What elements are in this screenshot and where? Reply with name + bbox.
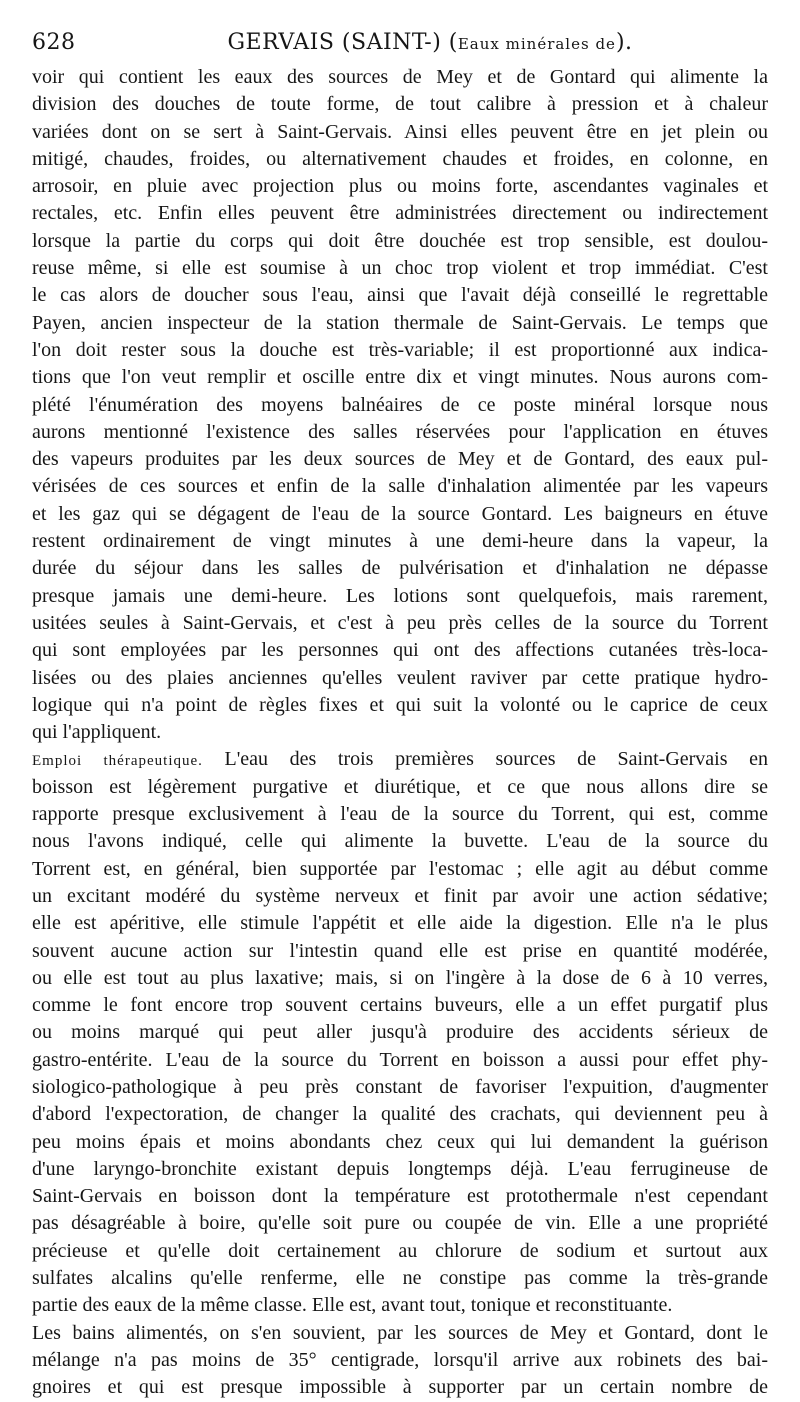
section-label: Emploi thérapeutique. (32, 753, 203, 770)
text-line: presque jamais une demi-heure. Les lotions sont quelquefois, mais rarement, (32, 584, 768, 607)
text-line: nous l'avons indiqué, celle qui alimente la buvette. L'eau de la source du (32, 830, 768, 853)
text-line: Saint-Gervais en boisson dont la température est protothermale n'est cependant (32, 1185, 768, 1208)
text-line: boisson est légèrement purgative et diurétique, et ce que nous allons dire se (32, 775, 768, 798)
text-line: sulfates alcalins qu'elle renferme, elle ne constipe pas comme la très-grande (32, 1267, 768, 1290)
running-title-smallcaps: Eaux minérales de (457, 35, 616, 53)
text-line: variées dont on se sert à Saint-Gervais. Ainsi elles peuvent être en jet plein ou (32, 120, 768, 143)
section-line (32, 746, 768, 773)
text-line: Payen, ancien inspecteur de la station thermale de Saint-Gervais. Le temps que (32, 311, 768, 334)
text-line: qui sont employées par les personnes qui ont des affections cutanées très-loca- (32, 639, 768, 662)
text-line: division des douches de toute forme, de tout calibre à pression et à chaleur (32, 93, 768, 116)
text-line: peu moins épais et moins abondants chez ceux qui lui demandent la guérison (32, 1130, 768, 1153)
text-line: rectales, etc. Enfin elles peuvent être administrées directement ou indirectement (32, 202, 768, 225)
text-line: un excitant modéré du système nerveux et finit par avoir une action sédative; (32, 884, 768, 907)
text-line: ou elle est tout au plus laxative; mais, si on l'ingère à la dose de 6 à 10 verres, (32, 966, 768, 989)
text-line: tions que l'on veut remplir et oscille entre dix et vingt minutes. Nous aurons com- (32, 366, 768, 389)
text-line: reuse même, si elle est soumise à un choc trop violent et trop immédiat. C'est (32, 257, 768, 280)
running-title (92, 30, 768, 55)
text-line: lorsque la partie du corps qui doit être douchée est trop sensible, est doulou- (32, 229, 768, 252)
text-line: qui l'appliquent. (32, 721, 162, 744)
text-line: comme le font encore trop souvent certains buveurs, elle a un effet purgatif plus (32, 994, 768, 1017)
text-line: durée du séjour dans les salles de pulvérisation et d'inhalation ne dépasse (32, 557, 768, 580)
body-text (32, 64, 768, 1402)
text-line: gastro-entérite. L'eau de la source du Torrent en boisson a aussi pour effet phy- (32, 1048, 768, 1071)
page-number: 628 (32, 30, 76, 55)
text-line: Torrent est, en général, bien supportée par l'estomac ; elle agit au début comme (32, 857, 768, 880)
text-line: gnoires et qui est presque impossible à supporter par un certain nombre de (32, 1376, 768, 1399)
text-line: plété l'énumération des moyens balnéaires de ce poste minéral lorsque nous (32, 393, 768, 416)
text-line: siologico-pathologique à peu près constant de favoriser l'expuition, d'augmenter (32, 1075, 768, 1098)
text-line: l'on doit rester sous la douche est très-variable; il est proportionné aux indica- (32, 338, 768, 361)
text-line: lisées ou des plaies anciennes qu'elles veulent raviver par cette pratique hydro- (32, 666, 768, 689)
text-line: pas désagréable à boire, qu'elle soit pure ou coupée de vin. Elle a une propriété (32, 1212, 768, 1235)
text-line: restent ordinairement de vingt minutes à une demi-heure dans la vapeur, la (32, 530, 768, 553)
text-line: aurons mentionné l'existence des salles réservées pour l'application en étuves (32, 420, 768, 443)
text-line: arrosoir, en pluie avec projection plus ou moins forte, ascendantes vaginales et (32, 175, 768, 198)
text-line: mélange n'a pas moins de 35° centigrade, lorsqu'il arrive aux robinets des bai- (32, 1348, 768, 1371)
text-line: logique qui n'a point de règles fixes et qui suit la volonté ou le caprice de ceux (32, 693, 768, 716)
section-first-text: L'eau des trois premières sources de Saint-Gervais en (202, 748, 768, 771)
text-line: partie des eaux de la même classe. Elle est, avant tout, tonique et reconstituante. (32, 1294, 673, 1317)
text-line: voir qui contient les eaux des sources de Mey et de Gontard qui alimente la (32, 66, 768, 88)
text-line: des vapeurs produites par les deux sources de Mey et de Gontard, des eaux pul- (32, 448, 768, 471)
text-line: ou moins marqué qui peut aller jusqu'à produire des accidents sérieux de (32, 1021, 768, 1044)
text-line: le cas alors de doucher sous l'eau, ainsi que l'avait déjà conseillé le regrettable (32, 284, 768, 307)
text-line: et les gaz qui se dégagent de l'eau de la source Gontard. Les baigneurs en étuve (32, 502, 768, 525)
text-line: précieuse et qu'elle doit certainement au chlorure de sodium et surtout aux (32, 1239, 768, 1262)
text-line: vérisées de ces sources et enfin de la salle d'inhalation alimentée par les vapeurs (32, 475, 768, 498)
text-line: d'une laryngo-bronchite existant depuis longtemps déjà. L'eau ferrugineuse de (32, 1157, 768, 1180)
text-line: rapporte presque exclusivement à l'eau de la source du Torrent, qui est, comme (32, 803, 768, 826)
text-line: mitigé, chaudes, froides, ou alternativement chaudes et froides, en colonne, en (32, 147, 768, 170)
text-line: elle est apéritive, elle stimule l'appétit et elle aide la digestion. Elle n'a le plus (32, 912, 768, 935)
running-title-end: ). (615, 30, 633, 55)
running-title-main: GERVAIS (SAINT-) ( (227, 30, 458, 55)
text-line: usitées seules à Saint-Gervais, et c'est à peu près celles de la source du Torrent (32, 611, 768, 634)
text-line: d'abord l'expectoration, de changer la qualité des crachats, qui deviennent peu à (32, 1103, 768, 1126)
page (32, 30, 768, 1402)
running-header (32, 30, 768, 64)
text-line: souvent aucune action sur l'intestin quand elle est prise en quantité modérée, (32, 939, 768, 962)
text-line: Les bains alimentés, on s'en souvient, par les sources de Mey et Gontard, dont le (32, 1321, 768, 1344)
